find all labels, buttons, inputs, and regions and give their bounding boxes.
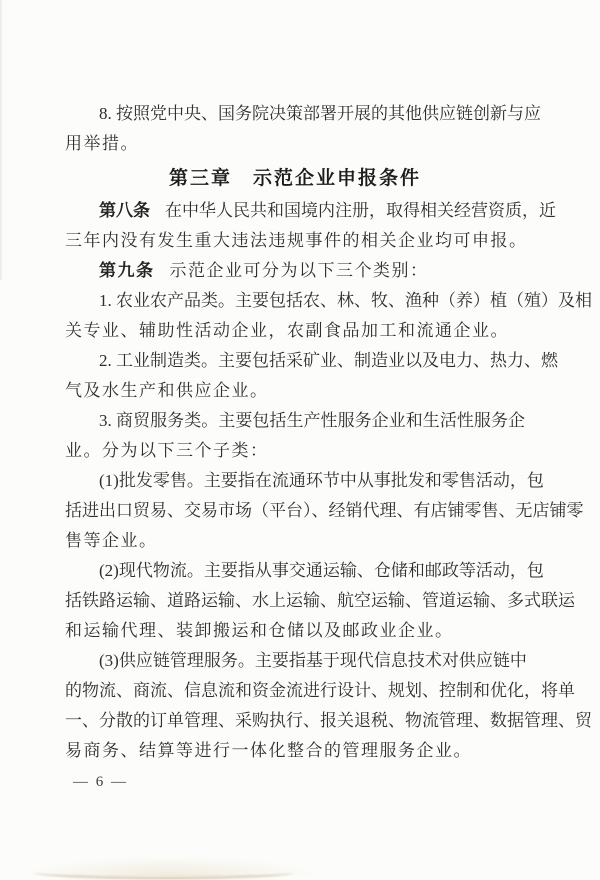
paragraph-line: 的物流、商流、信息流和资金流进行设计、规划、控制和优化，将单 <box>65 681 575 700</box>
paragraph-line: 8. 按照党中央、国务院决策部署开展的其他供应链创新与应 <box>99 104 541 123</box>
paragraph-line: (3)供应链管理服务。主要指基于现代信息技术对供应链中 <box>99 651 527 670</box>
text-column <box>65 99 592 766</box>
paragraph-line: (1)批发零售。主要指在流通环节中从事批发和零售活动，包 <box>99 471 544 490</box>
paragraph-line <box>65 196 556 226</box>
paragraph-line <box>65 256 525 286</box>
paragraph-line: 2. 工业制造类。主要包括采矿业、制造业以及电力、热力、燃 <box>99 351 558 370</box>
paragraph-line: 业。分为以下三个子类： <box>65 441 269 460</box>
page-number: — 6 — <box>73 774 128 790</box>
paragraph-line: 气及水生产和供应企业。 <box>65 381 269 400</box>
paragraph-line: 和运输代理、装卸搬运和仓储以及邮政业企业。 <box>65 621 454 640</box>
paragraph-line: 括铁路运输、道路运输、水上运输、航空运输、管道运输、多式联运 <box>65 591 575 610</box>
paragraph-line: 易商务、结算等进行一体化整合的管理服务企业。 <box>65 741 472 760</box>
chapter-heading: 第三章 示范企业申报条件 <box>168 168 421 189</box>
paragraph-line: 一、分散的订单管理、采购执行、报关退税、物流管理、数据管理、贸 <box>65 711 592 730</box>
paragraph-line: 1. 农业农产品类。主要包括农、林、牧、渔种（养）植（殖）及相 <box>99 291 592 310</box>
article-label: 第九条 <box>99 261 155 280</box>
scan-bottom-curve <box>34 866 294 879</box>
paragraph-line: 括进出口贸易、交易市场（平台）、经销代理、有店铺零售、无店铺零 <box>65 501 584 520</box>
paragraph-line: (2)现代物流。主要指从事交通运输、仓储和邮政等活动，包 <box>99 561 544 580</box>
scan-edge-shadow <box>0 0 3 280</box>
paragraph-line: 3. 商贸服务类。主要包括生产性服务企业和生活性服务企 <box>99 411 525 430</box>
paragraph-line: 用举措。 <box>65 134 139 153</box>
paragraph-line: 三年内没有发生重大违法违规事件的相关企业均可申报。 <box>65 231 528 250</box>
article-label: 第八条 <box>99 201 150 220</box>
article-text: 示范企业可分为以下三个类别： <box>169 261 429 280</box>
article-text: 在中华人民共和国境内注册，取得相关经营资质，近 <box>165 201 556 220</box>
paragraph-line: 关专业、辅助性活动企业，农副食品加工和流通企业。 <box>65 321 509 340</box>
paragraph-line: 售等企业。 <box>65 531 158 550</box>
